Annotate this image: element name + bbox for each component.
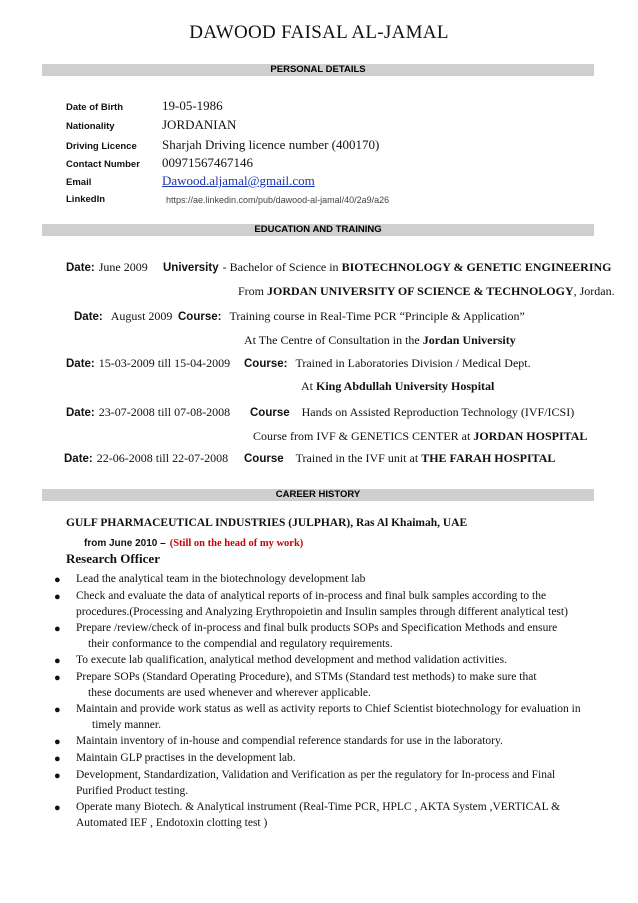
- responsibility-item: Operate many Biotech. & Analytical instrument (Real-Time PCR, HPLC , AKTA System ,VERTICAL &: [76, 801, 561, 813]
- description-text: Training course in Real-Time PCR “Principle & Application”: [229, 309, 525, 323]
- date-label: Date:: [66, 358, 95, 370]
- responsibility-item: Development, Standardization, Validation and Verification as per the regulatory for In-process and Final: [76, 769, 556, 781]
- date-label: Date:: [74, 311, 103, 323]
- section-header-education: [42, 224, 594, 236]
- section-title: PERSONAL DETAILS: [270, 64, 366, 75]
- date-value: June 2009: [98, 260, 148, 274]
- date-label: Date:: [64, 453, 93, 465]
- current-status: (Still on the head of my work): [169, 538, 304, 549]
- dob-value: 19-05-1986: [162, 98, 223, 113]
- institution-prefix: At: [301, 379, 316, 393]
- description-text: Hands on Assisted Reproduction Technology (IVF/ICSI): [301, 405, 575, 419]
- education-description: [244, 449, 555, 467]
- date-label: Date:: [66, 407, 95, 419]
- responsibility-item: Maintain and provide work status as well as activity reports to Chief Scientist biotechnology for evaluation in: [76, 703, 581, 715]
- date-value: 22-06-2008 till 22-07-2008: [96, 451, 229, 465]
- email-link[interactable]: Dawood.aljamal@gmail.com: [162, 173, 315, 188]
- institution-name: JORDAN UNIVERSITY OF SCIENCE & TECHNOLOGY: [267, 284, 574, 298]
- bullet-icon: ●: [54, 736, 61, 748]
- dob-label: Date of Birth: [66, 102, 123, 113]
- licence-label: Driving Licence: [66, 141, 137, 152]
- description-text: Trained in Laboratories Division / Medical Dept.: [295, 356, 531, 370]
- candidate-name: DAWOOD FAISAL AL-JAMAL: [189, 22, 449, 43]
- responsibility-item: Maintain inventory of in-house and compendial reference standards for use in the laboratory.: [76, 735, 503, 747]
- date-label: Date:: [66, 262, 95, 274]
- education-entry: [64, 449, 228, 467]
- education-description: [244, 354, 531, 372]
- section-title: CAREER HISTORY: [275, 489, 361, 500]
- institution-suffix: , Jordan.: [573, 284, 615, 298]
- institution-prefix: At The Centre of Consultation in the: [244, 333, 423, 347]
- responsibility-item: these documents are used whenever and wherever applicable.: [88, 687, 371, 699]
- responsibility-item: Check and evaluate the data of analytical reports of in-process and final bulk samples according to the: [76, 590, 547, 602]
- institution-name: JORDAN HOSPITAL: [473, 429, 588, 443]
- institution-name: King Abdullah University Hospital: [316, 379, 495, 393]
- responsibility-item: Purified Product testing.: [76, 785, 189, 797]
- bullet-icon: ●: [54, 574, 61, 586]
- section-header-personal: [42, 64, 594, 76]
- linkedin-link[interactable]: https://ae.linkedin.com/pub/dawood-al-jamal/40/2a9/a26: [166, 195, 390, 205]
- type-label: Course:: [178, 311, 222, 323]
- type-label: Course: [250, 407, 290, 419]
- responsibility-item: Automated IEF , Endotoxin clotting test ): [76, 817, 268, 829]
- degree-name: BIOTECHNOLOGY & GENETIC ENGINEERING: [341, 260, 612, 274]
- institution-prefix: From: [238, 284, 268, 298]
- responsibility-item: Prepare SOPs (Standard Operating Procedure), and STMs (Standard test methods) to make sure that: [76, 671, 537, 683]
- description-text: - Bachelor of Science in: [222, 260, 342, 274]
- institution-name: Jordan University: [422, 333, 516, 347]
- education-description: [250, 403, 574, 421]
- responsibility-item: To execute lab qualification, analytical method development and method validation activities.: [76, 654, 507, 666]
- date-value: 23-07-2008 till 07-08-2008: [98, 405, 231, 419]
- education-description: [163, 258, 612, 276]
- responsibility-item: their conformance to the compendial and regulatory requirements.: [88, 638, 393, 650]
- bullet-icon: ●: [54, 770, 61, 782]
- institution-name: THE FARAH HOSPITAL: [421, 451, 556, 465]
- email-label: Email: [66, 177, 92, 188]
- responsibility-item: timely manner.: [92, 719, 161, 731]
- contact-label: Contact Number: [66, 159, 140, 170]
- education-entry: [66, 258, 148, 276]
- bullet-icon: ●: [54, 704, 61, 716]
- date-value: August 2009: [110, 309, 173, 323]
- bullet-icon: ●: [54, 753, 61, 765]
- section-header-career: [42, 489, 594, 501]
- date-value: 15-03-2009 till 15-04-2009: [98, 356, 231, 370]
- linkedin-label: LinkedIn: [66, 194, 106, 205]
- job-title: Research Officer: [66, 551, 160, 566]
- type-label: Course: [244, 453, 284, 465]
- employment-period: [84, 533, 303, 551]
- education-institution: [238, 282, 615, 300]
- bullet-icon: ●: [54, 591, 61, 603]
- licence-value: Sharjah Driving licence number (400170): [162, 137, 380, 152]
- responsibility-item: Prepare /review/check of in-process and final bulk products SOPs and Specification Methods and ensure: [76, 622, 558, 634]
- responsibility-item: Maintain GLP practises in the development lab.: [76, 752, 296, 764]
- description-text: Trained in the IVF unit at: [295, 451, 422, 465]
- section-title: EDUCATION AND TRAINING: [254, 224, 382, 235]
- education-entry: [66, 354, 230, 372]
- type-label: Course:: [244, 358, 288, 370]
- education-description: [178, 307, 525, 325]
- from-date: from June 2010 –: [84, 538, 166, 549]
- nationality-label: Nationality: [66, 121, 115, 132]
- responsibility-item: procedures.(Processing and Analyzing Erythropoietin and Insulin samples through different analytical test): [76, 606, 568, 618]
- bullet-icon: ●: [54, 655, 61, 667]
- education-institution: [253, 427, 587, 445]
- bullet-icon: ●: [54, 623, 61, 635]
- nationality-value: JORDANIAN: [162, 117, 237, 132]
- bullet-icon: ●: [54, 672, 61, 684]
- company-name: GULF PHARMACEUTICAL INDUSTRIES (JULPHAR), Ras Al Khaimah, UAE: [66, 517, 468, 529]
- type-label: University: [163, 262, 219, 274]
- education-institution: [301, 377, 494, 395]
- education-entry: [66, 403, 230, 421]
- responsibility-item: Lead the analytical team in the biotechnology development lab: [76, 573, 366, 585]
- contact-value: 00971567467146: [162, 155, 253, 170]
- institution-prefix: Course from IVF & GENETICS CENTER at: [253, 429, 474, 443]
- education-institution: [244, 331, 516, 349]
- education-entry: [74, 307, 172, 325]
- bullet-icon: ●: [54, 802, 61, 814]
